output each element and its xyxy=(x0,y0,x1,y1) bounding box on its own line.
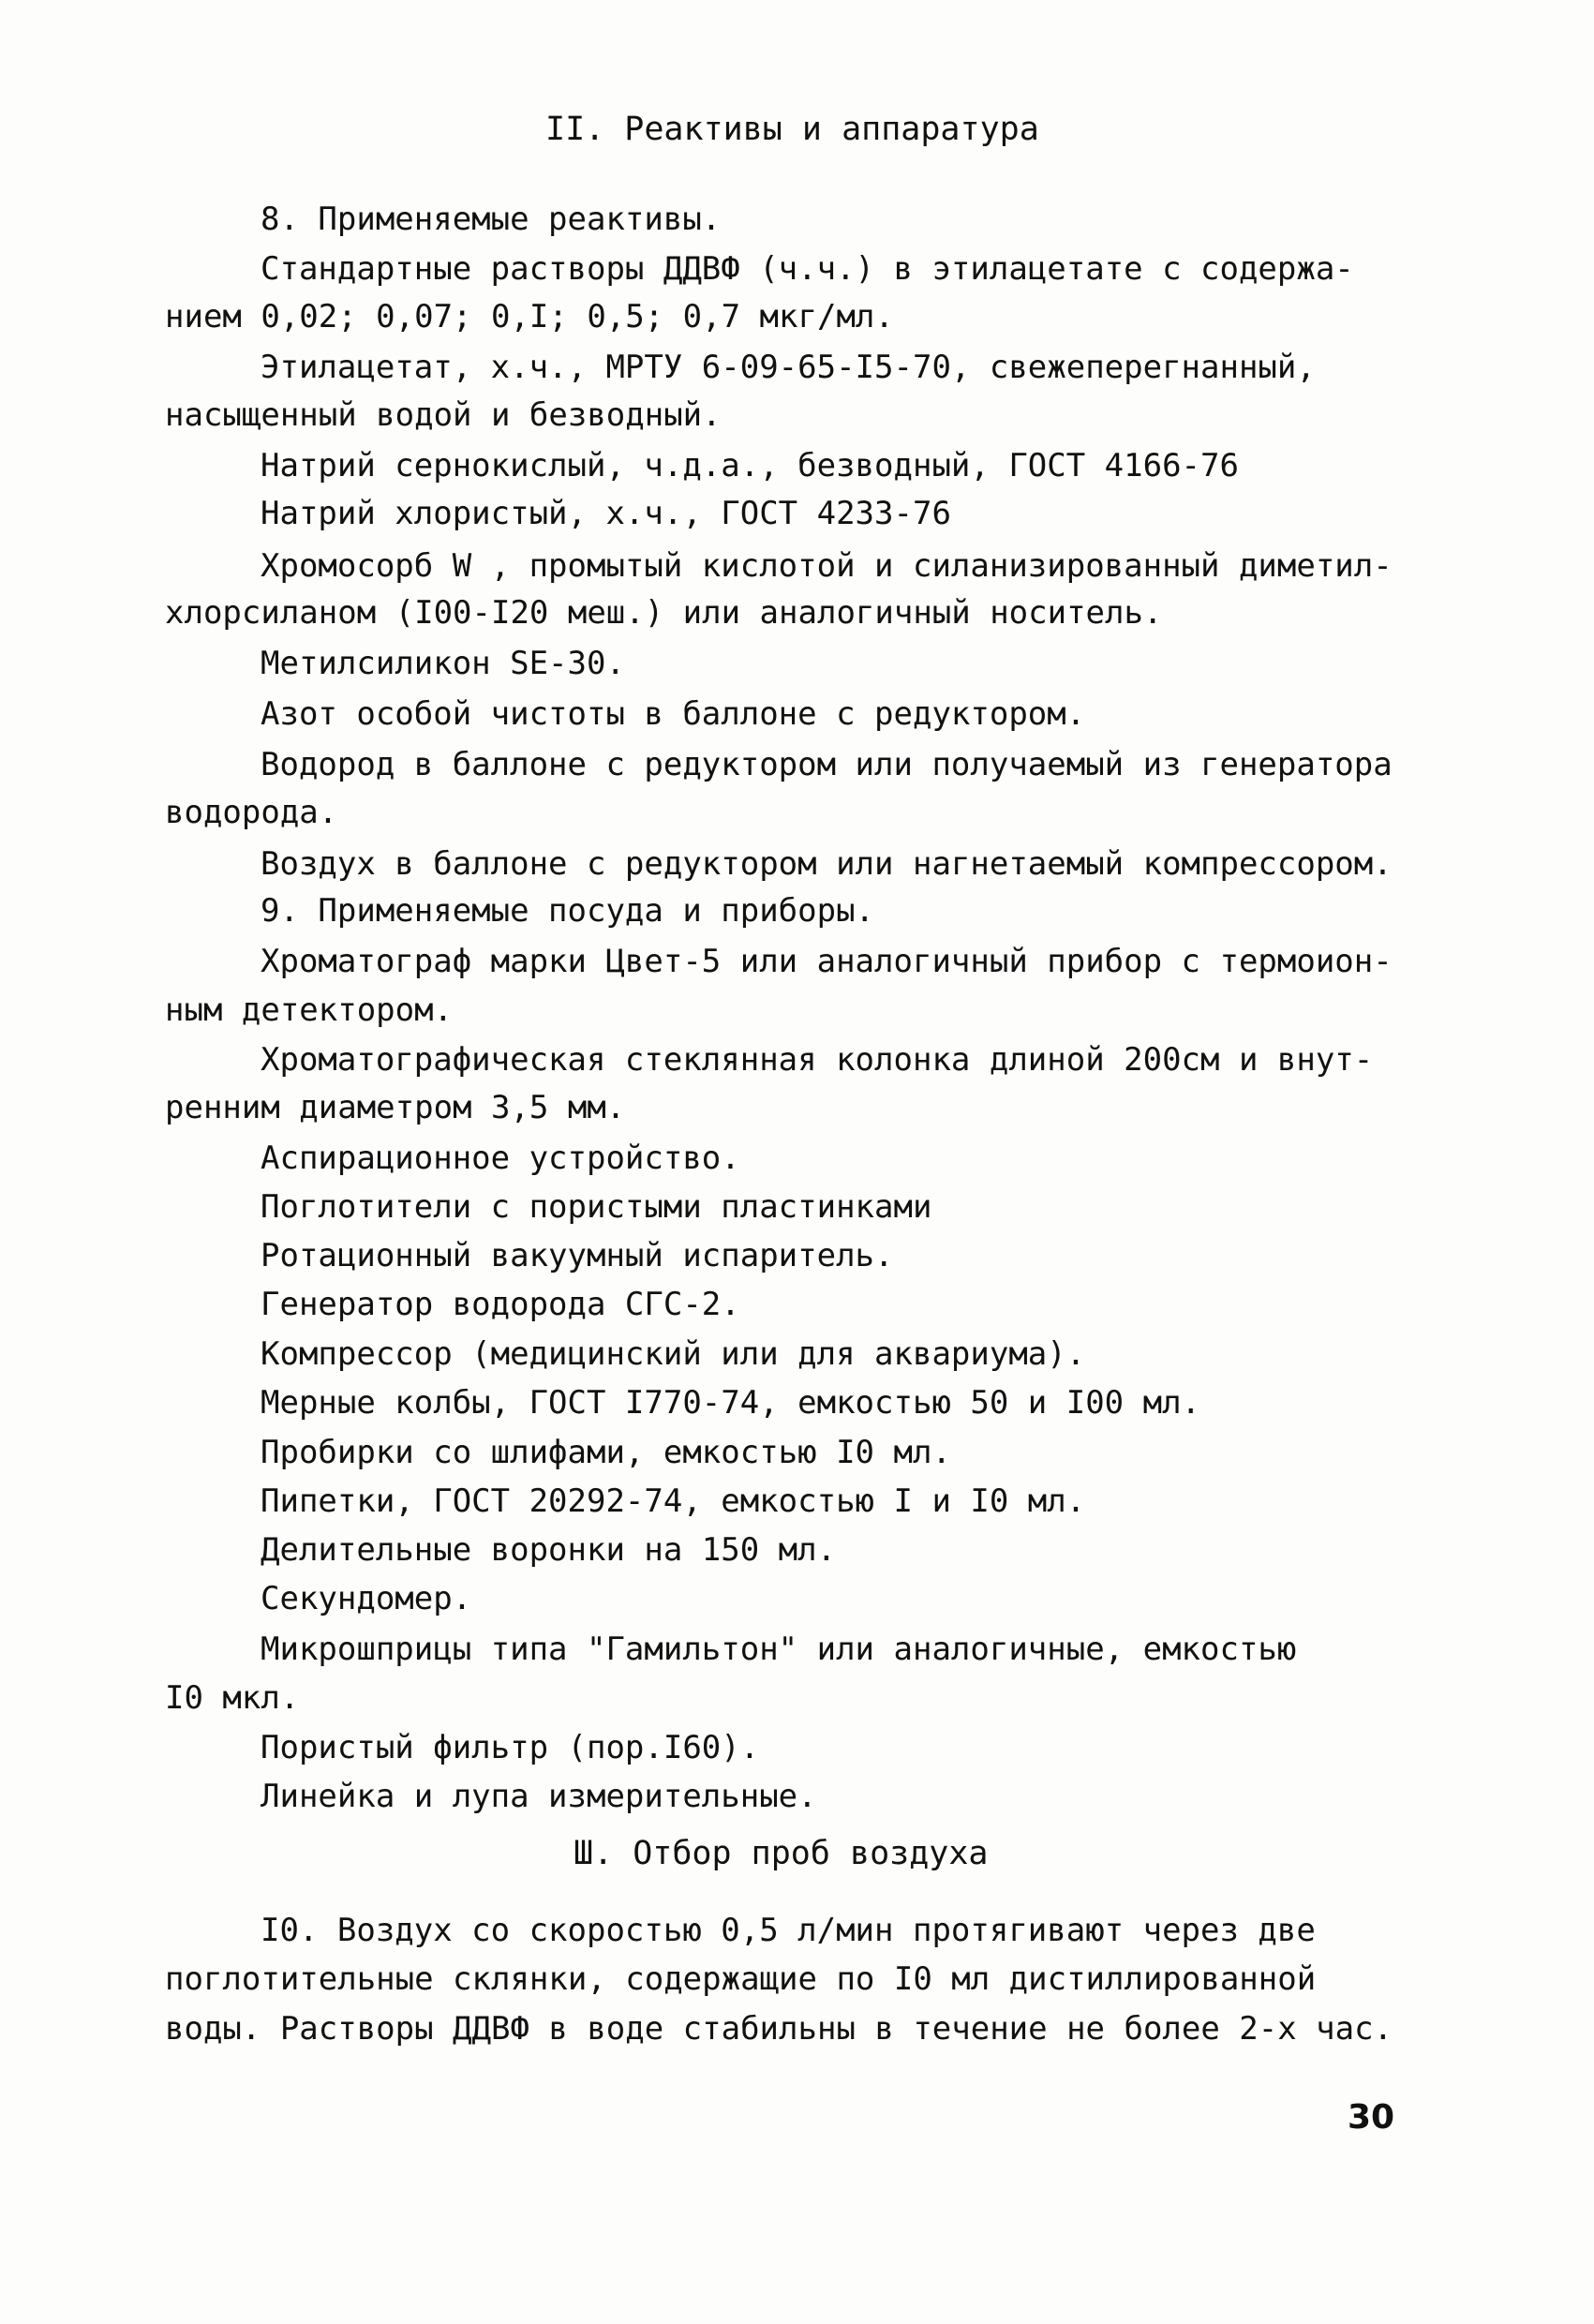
equipment-line: Линейка и лупа измерительные. xyxy=(261,1778,817,1815)
equipment-line: Пористый фильтр (пор.I60). xyxy=(261,1729,760,1766)
paragraph-line: воды. Растворы ДДВФ в воде стабильны в течение не более 2-х час. xyxy=(165,2010,1393,2048)
reagent-line: Метилсиликон SE-30. xyxy=(261,645,625,682)
reagent-line: Стандартные растворы ДДВФ (ч.ч.) в этилацетате с содержа- xyxy=(261,250,1354,288)
reagent-line: Хромосорб W , промытый кислотой и силанизированный диметил- xyxy=(261,547,1393,585)
reagent-line: Водород в баллоне с редуктором или получаемый из генератора xyxy=(261,746,1393,783)
equipment-line: Ротационный вакуумный испаритель. xyxy=(261,1237,894,1274)
equipment-line: Пробирки со шлифами, емкостью I0 мл. xyxy=(261,1434,951,1471)
reagent-line: нием 0,02; 0,07; 0,I; 0,5; 0,7 мкг/мл. xyxy=(165,298,894,335)
reagent-line: Натрий хлористый, х.ч., ГОСТ 4233-76 xyxy=(261,495,951,532)
page-number: 30 xyxy=(1348,2098,1395,2137)
equipment-line: Хроматограф марки Цвет-5 или аналогичный прибор с термоион- xyxy=(261,943,1393,980)
equipment-line: Секундомер. xyxy=(261,1580,472,1617)
reagent-line: хлорсиланом (I00-I20 меш.) или аналогичный носитель. xyxy=(165,594,1163,632)
equipment-line: Компрессор (медицинский или для аквариума). xyxy=(261,1335,1086,1373)
reagent-line: водорода. xyxy=(165,794,338,831)
equipment-line: Поглотители с пористыми пластинками xyxy=(261,1188,932,1226)
equipment-line: Делительные воронки на 150 мл. xyxy=(261,1531,837,1569)
reagent-line: Азот особой чистоты в баллоне с редуктором. xyxy=(261,695,1086,733)
section-heading-air-sampling: Ш. Отбор проб воздуха xyxy=(574,1835,989,1872)
equipment-line: Аспирационное устройство. xyxy=(261,1140,740,1177)
reagent-line: Натрий сернокислый, ч.д.а., безводный, ГОСТ 4166-76 xyxy=(261,447,1239,484)
reagent-line: Этилацетат, х.ч., МРТУ 6-09-65-I5-70, свежеперегнанный, xyxy=(261,349,1316,386)
reagents-subheading: 8. Применяемые реактивы. xyxy=(261,201,722,238)
section-heading-reagents-apparatus: II. Реактивы и аппаратура xyxy=(545,111,1039,148)
equipment-line: ренним диаметром 3,5 мм. xyxy=(165,1089,626,1126)
equipment-line: Микрошприцы типа "Гамильтон" или аналогичные, емкостью xyxy=(261,1631,1297,1668)
equipment-subheading: 9. Применяемые посуда и приборы. xyxy=(261,892,875,930)
reagent-line: насыщенный водой и безводный. xyxy=(165,396,722,434)
equipment-line: I0 мкл. xyxy=(165,1679,300,1717)
equipment-line: Мерные колбы, ГОСТ I770-74, емкостью 50 и I00 мл. xyxy=(261,1384,1201,1422)
reagent-line: Воздух в баллоне с редуктором или нагнетаемый компрессором. xyxy=(261,845,1393,883)
paragraph-line: поглотительные склянки, содержащие по I0 мл дистиллированной xyxy=(165,1960,1317,1998)
paragraph-line: I0. Воздух со скоростью 0,5 л/мин протягивают через две xyxy=(261,1912,1316,1949)
equipment-line: Пипетки, ГОСТ 20292-74, емкостью I и I0 мл. xyxy=(261,1482,1086,1520)
equipment-line: ным детектором. xyxy=(165,991,454,1029)
equipment-line: Хроматографическая стеклянная колонка длиной 200см и внут- xyxy=(261,1041,1374,1079)
equipment-line: Генератор водорода СГС-2. xyxy=(261,1286,740,1323)
